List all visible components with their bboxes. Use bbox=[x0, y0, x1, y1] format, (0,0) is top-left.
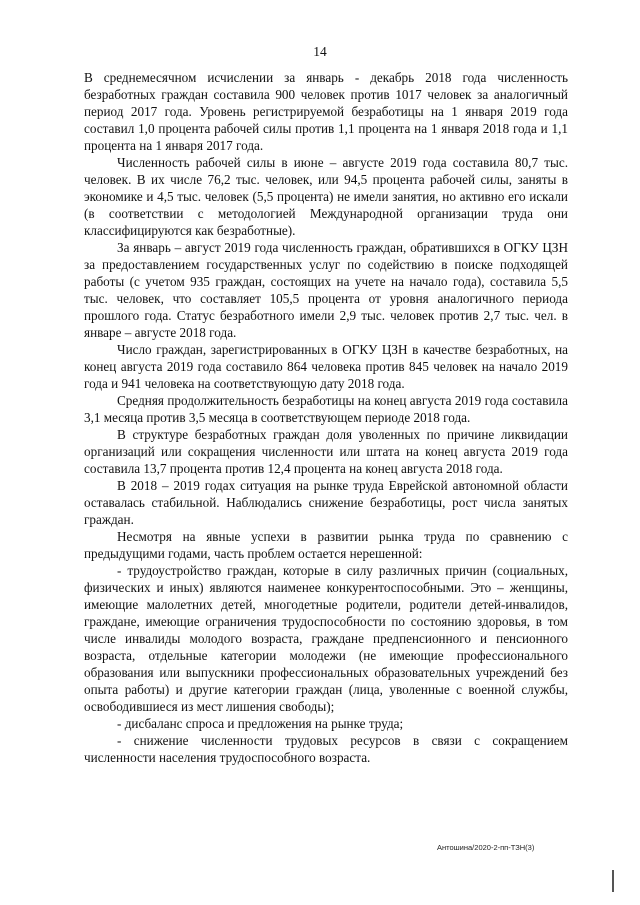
paragraph-registered-unemployed: Число граждан, зарегистрированных в ОГКУ ЦЗН в качестве безработных, на конец августа 2019 года составило 864 человека против 845 человек на начало 2019 года и 941 человека на соответствующую дату 2018 года. bbox=[84, 342, 568, 391]
paragraph-market-stability: В 2018 – 2019 годах ситуация на рынке труда Еврейской автономной области оставалась стабильной. Наблюдались снижение безработицы, рост числа занятых граждан. bbox=[84, 478, 568, 527]
paragraph-unresolved-problems: Несмотря на явные успехи в развитии рынка труда по сравнению с предыдущими годами, часть проблем остается нерешенной: bbox=[84, 529, 568, 561]
paragraph-labor-force: Численность рабочей силы в июне – августе 2019 года составила 80,7 тыс. человек. В их числе 76,2 тыс. человек, или 94,5 процента рабочей силы, заняты в экономике и 4,5 тыс. человек (5,5 процента) не имели занятия, но активно его искали (в соответствии с методологией Международной организации труда они классифицируются как безработные). bbox=[84, 155, 568, 238]
page-number: 14 bbox=[313, 44, 327, 59]
list-item-uncompetitive-citizens: - трудоустройство граждан, которые в силу различных причин (социальных, физических и иных) являются наименее конкурентоспособными. Это – женщины, имеющие малолетних детей, многодетные родители, родители детей-инвалидов, граждане, имеющие ограничения трудоспособности по состоянию здоровья, в том числе инвалиды молодого возраста, граждане предпенсионного и пенсионного возраста, отдельные категории молодежи (не имеющие профессионального образования или выпускники профессиональных образовательных учреждений без опыта работы) и другие категории граждан (лица, уволенные с военной службы, освободившиеся из мест лишения свободы); bbox=[84, 563, 568, 714]
document-body bbox=[84, 69, 568, 766]
paragraph-dismissed-share: В структуре безработных граждан доля уволенных по причине ликвидации организаций или сокращения численности или штата на конец августа 2019 года составила 13,7 процента против 12,4 процента на конец августа 2018 года. bbox=[84, 427, 568, 476]
scan-edge-mark bbox=[612, 870, 614, 892]
list-item-labor-decline: - снижение численности трудовых ресурсов в связи с сокращением численности населения трудоспособного возраста. bbox=[84, 733, 568, 765]
paragraph-monthly-unemployment: В среднемесячном исчислении за январь - декабрь 2018 года численность безработных граждан составила 900 человек против 1017 человек за аналогичный период 2017 года. Уровень регистрируемой безработицы на 1 января 2019 года составил 1,0 процента рабочей силы против 1,1 процента на 1 января 2018 года и 1,1 процента на 1 января 2017 года. bbox=[84, 70, 568, 153]
document-code: Антошина/2020-2-пп-ТЗН(3) bbox=[437, 843, 535, 852]
paragraph-applicants: За январь – август 2019 года численность граждан, обратившихся в ОГКУ ЦЗН за предоставлением государственных услуг по содействию в поиске подходящей работы (с учетом 935 граждан, состоящих на учете на начало года), составила 5,5 тыс. человек, что составляет 105,5 процента от уровня аналогичного периода прошлого года. Статус безработного имели 2,9 тыс. человек против 2,7 тыс. чел. в январе – августе 2018 года. bbox=[84, 240, 568, 340]
paragraph-unemployment-duration: Средняя продолжительность безработицы на конец августа 2019 года составила 3,1 месяца против 3,5 месяца в соответствующем периоде 2018 года. bbox=[84, 393, 568, 425]
list-item-supply-demand-imbalance: - дисбаланс спроса и предложения на рынке труда; bbox=[117, 716, 404, 731]
